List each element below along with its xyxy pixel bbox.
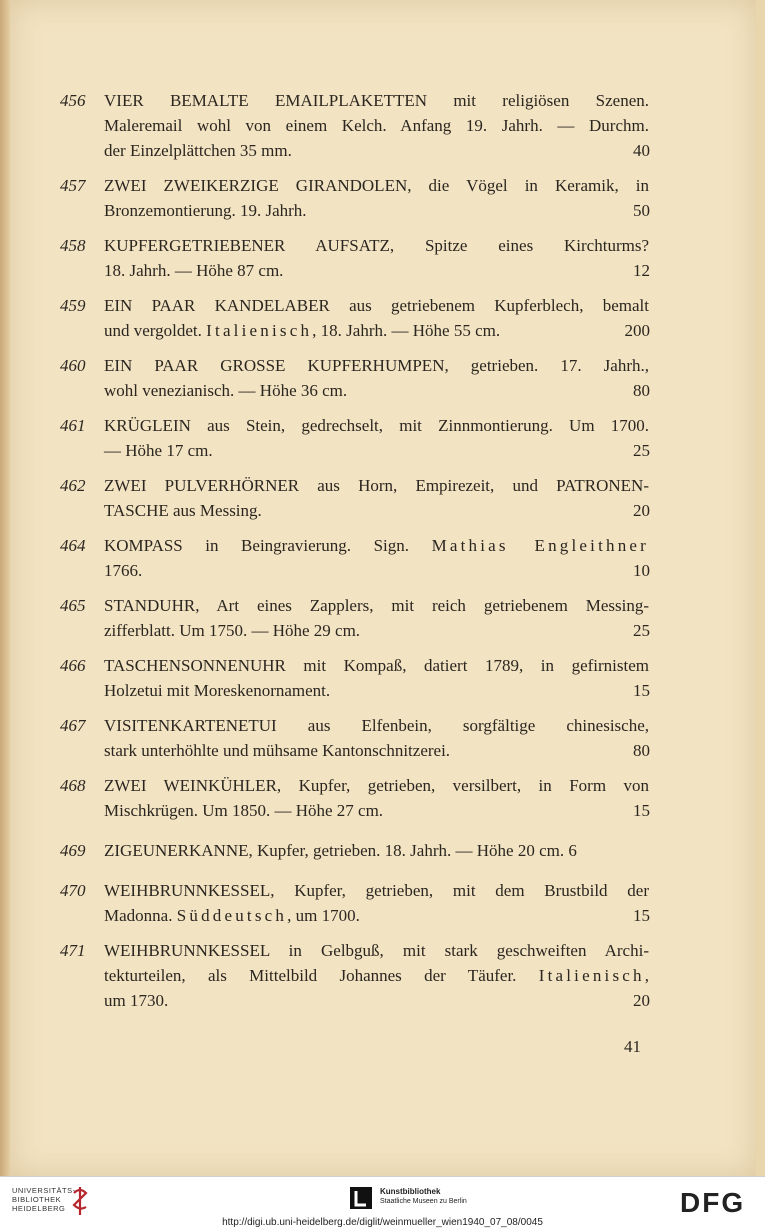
- kunstbibliothek-label: [380, 1187, 467, 1207]
- entry-text-line: ZWEI PULVERHÖRNER aus Horn, Empirezeit, und PATRONEN-: [104, 476, 649, 495]
- lot-number: 464: [60, 536, 86, 555]
- entry-text-line: stark unterhöhlte und mühsame Kantonschnitzerei.: [104, 741, 451, 760]
- page-number: 41: [624, 1037, 641, 1056]
- entry-text-line: ZIGEUNERKANNE, Kupfer, getrieben. 18. Jahrh. — Höhe 20 cm. 6: [104, 841, 577, 860]
- lot-number: 459: [60, 296, 86, 315]
- entry-text-line: um 1730.: [104, 991, 169, 1010]
- entry-text-line: — Höhe 17 cm.: [104, 441, 213, 460]
- lot-price: 80: [633, 741, 650, 760]
- lot-price: 20: [633, 991, 650, 1010]
- lot-price: 200: [624, 321, 650, 340]
- lot-number: 456: [60, 91, 86, 110]
- entry-text-line: Maleremail wohl von einem Kelch. Anfang 19. Jahrh. — Durchm.: [104, 116, 649, 135]
- entry-text-line: KUPFERGETRIEBENER AUFSATZ, Spitze eines Kirchturms?: [104, 236, 649, 255]
- lot-price: 15: [633, 801, 650, 820]
- source-url[interactable]: http://digi.ub.uni-heidelberg.de/diglit/weinmueller_wien1940_07_08/0045: [222, 1217, 543, 1228]
- entry-text-line: STANDUHR, Art eines Zapplers, mit reich getriebenem Messing-: [104, 596, 649, 615]
- entry-text-line: ZWEI WEINKÜHLER, Kupfer, getrieben, versilbert, in Form von: [104, 776, 649, 795]
- heidelberg-logo-icon[interactable]: [70, 1185, 90, 1217]
- lot-price: 10: [633, 561, 650, 580]
- lot-price: 40: [633, 141, 650, 160]
- entry-text-line: EIN PAAR GROSSE KUPFERHUMPEN, getrieben. 17. Jahrh.,: [104, 356, 649, 375]
- lot-price: 20: [633, 501, 650, 520]
- entry-text-line: Mischkrügen. Um 1850. — Höhe 27 cm.: [104, 801, 384, 820]
- entry-text-line: 18. Jahrh. — Höhe 87 cm.: [104, 261, 284, 280]
- entry-text-line: ZWEI ZWEIKERZIGE GIRANDOLEN, die Vögel in Keramik, in: [104, 176, 649, 195]
- lot-price: 12: [633, 261, 650, 280]
- university-library-label: [12, 1186, 76, 1213]
- entry-text-line: KOMPASS in Beingravierung. Sign. Mathias Engleithner: [104, 536, 649, 555]
- entry-text-line: der Einzelplättchen 35 mm.: [104, 141, 292, 160]
- entry-text-line: 1766.: [104, 561, 143, 580]
- uni-line-2: BIBLIOTHEK: [12, 1195, 62, 1204]
- entry-text-line: TASCHE aus Messing.: [104, 501, 262, 520]
- kb-subtitle: Staatliche Museen zu Berlin: [380, 1198, 467, 1205]
- lot-number: 469: [60, 841, 86, 860]
- lot-number: 465: [60, 596, 86, 615]
- entry-text-line: WEIHBRUNNKESSEL in Gelbguß, mit stark geschweiften Archi-: [104, 941, 649, 960]
- dfg-logo[interactable]: DFG: [680, 1187, 746, 1218]
- entry-text-line: VISITENKARTENETUI aus Elfenbein, sorgfältige chinesische,: [104, 716, 649, 735]
- lot-number: 471: [60, 941, 86, 960]
- lot-number: 460: [60, 356, 86, 375]
- lot-number: 462: [60, 476, 86, 495]
- entry-text-line: Holzetui mit Moreskenornament.: [104, 681, 331, 700]
- lot-number: 457: [60, 176, 86, 195]
- kb-title: Kunstbibliothek: [380, 1187, 441, 1196]
- lot-number: 467: [60, 716, 86, 735]
- lot-price: 15: [633, 906, 650, 925]
- entry-text-line: TASCHENSONNENUHR mit Kompaß, datiert 1789, in gefirnistem: [104, 656, 649, 675]
- entry-text-line: wohl venezianisch. — Höhe 36 cm.: [104, 381, 348, 400]
- entry-text-line: WEIHBRUNNKESSEL, Kupfer, getrieben, mit dem Brustbild der: [104, 881, 649, 900]
- entry-text-line: KRÜGLEIN aus Stein, gedrechselt, mit Zinnmontierung. Um 1700.: [104, 416, 649, 435]
- lot-number: 470: [60, 881, 86, 900]
- entry-text-line: Madonna. Süddeutsch, um 1700.: [104, 906, 360, 925]
- lot-number: 458: [60, 236, 86, 255]
- lot-price: 80: [633, 381, 650, 400]
- entry-text-line: VIER BEMALTE EMAILPLAKETTEN mit religiösen Szenen.: [104, 91, 649, 110]
- entry-text-line: tekturteilen, als Mittelbild Johannes der Täufer. Italienisch,: [104, 966, 649, 985]
- kunstbibliothek-logo-icon[interactable]: [350, 1187, 372, 1209]
- lot-price: 25: [633, 441, 650, 460]
- lot-price: 25: [633, 621, 650, 640]
- lot-price: 15: [633, 681, 650, 700]
- entry-text-line: zifferblatt. Um 1750. — Höhe 29 cm.: [104, 621, 361, 640]
- entry-text-line: Bronzemontierung. 19. Jahrh.: [104, 201, 307, 220]
- lot-price: 50: [633, 201, 650, 220]
- entry-text-line: EIN PAAR KANDELABER aus getriebenem Kupferblech, bemalt: [104, 296, 649, 315]
- uni-line-3: HEIDELBERG: [12, 1204, 66, 1213]
- uni-line-1: UNIVERSITÄTS-: [12, 1186, 76, 1195]
- entry-text-line: und vergoldet. Italienisch, 18. Jahrh. — Höhe 55 cm.: [104, 321, 501, 340]
- lot-number: 461: [60, 416, 86, 435]
- lot-number: 466: [60, 656, 86, 675]
- lot-number: 468: [60, 776, 86, 795]
